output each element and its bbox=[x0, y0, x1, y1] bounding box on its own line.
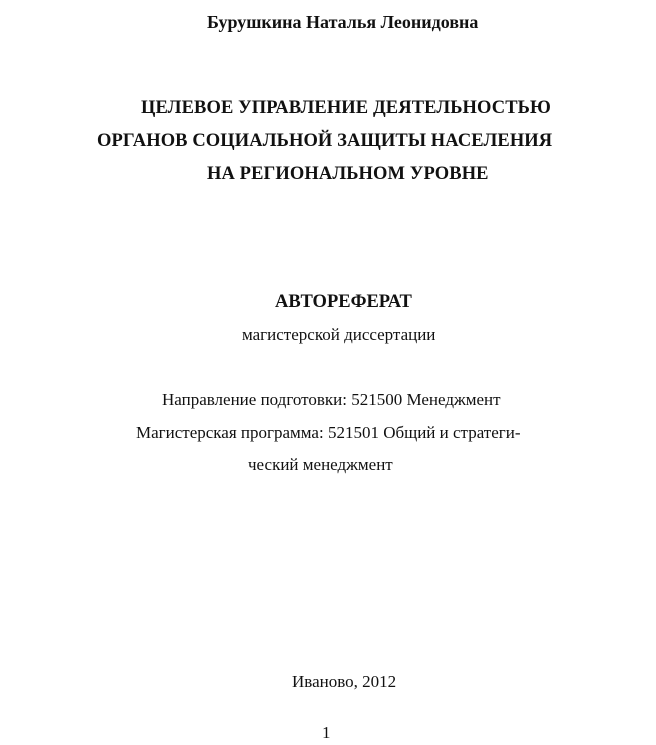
document-subtype: магистерской диссертации bbox=[242, 325, 436, 344]
title-line-2: ОРГАНОВ СОЦИАЛЬНОЙ ЗАЩИТЫ НАСЕЛЕНИЯ bbox=[97, 131, 553, 151]
master-program: Магистерская программа: 521501 Общий и стратеги- bbox=[136, 423, 521, 442]
title-line-1: ЦЕЛЕВОЕ УПРАВЛЕНИЕ ДЕЯТЕЛЬНОСТЬЮ bbox=[141, 98, 551, 118]
page-number: 1 bbox=[322, 723, 331, 742]
document-type: АВТОРЕФЕРАТ bbox=[275, 292, 412, 312]
title-line-3: НА РЕГИОНАЛЬНОМ УРОВНЕ bbox=[207, 164, 489, 184]
master-program-continued: ческий менеджмент bbox=[248, 455, 393, 474]
training-direction: Направление подготовки: 521500 Менеджмент bbox=[162, 390, 501, 409]
place-and-year: Иваново, 2012 bbox=[292, 672, 397, 691]
author-name: Бурушкина Наталья Леонидовна bbox=[207, 12, 479, 32]
